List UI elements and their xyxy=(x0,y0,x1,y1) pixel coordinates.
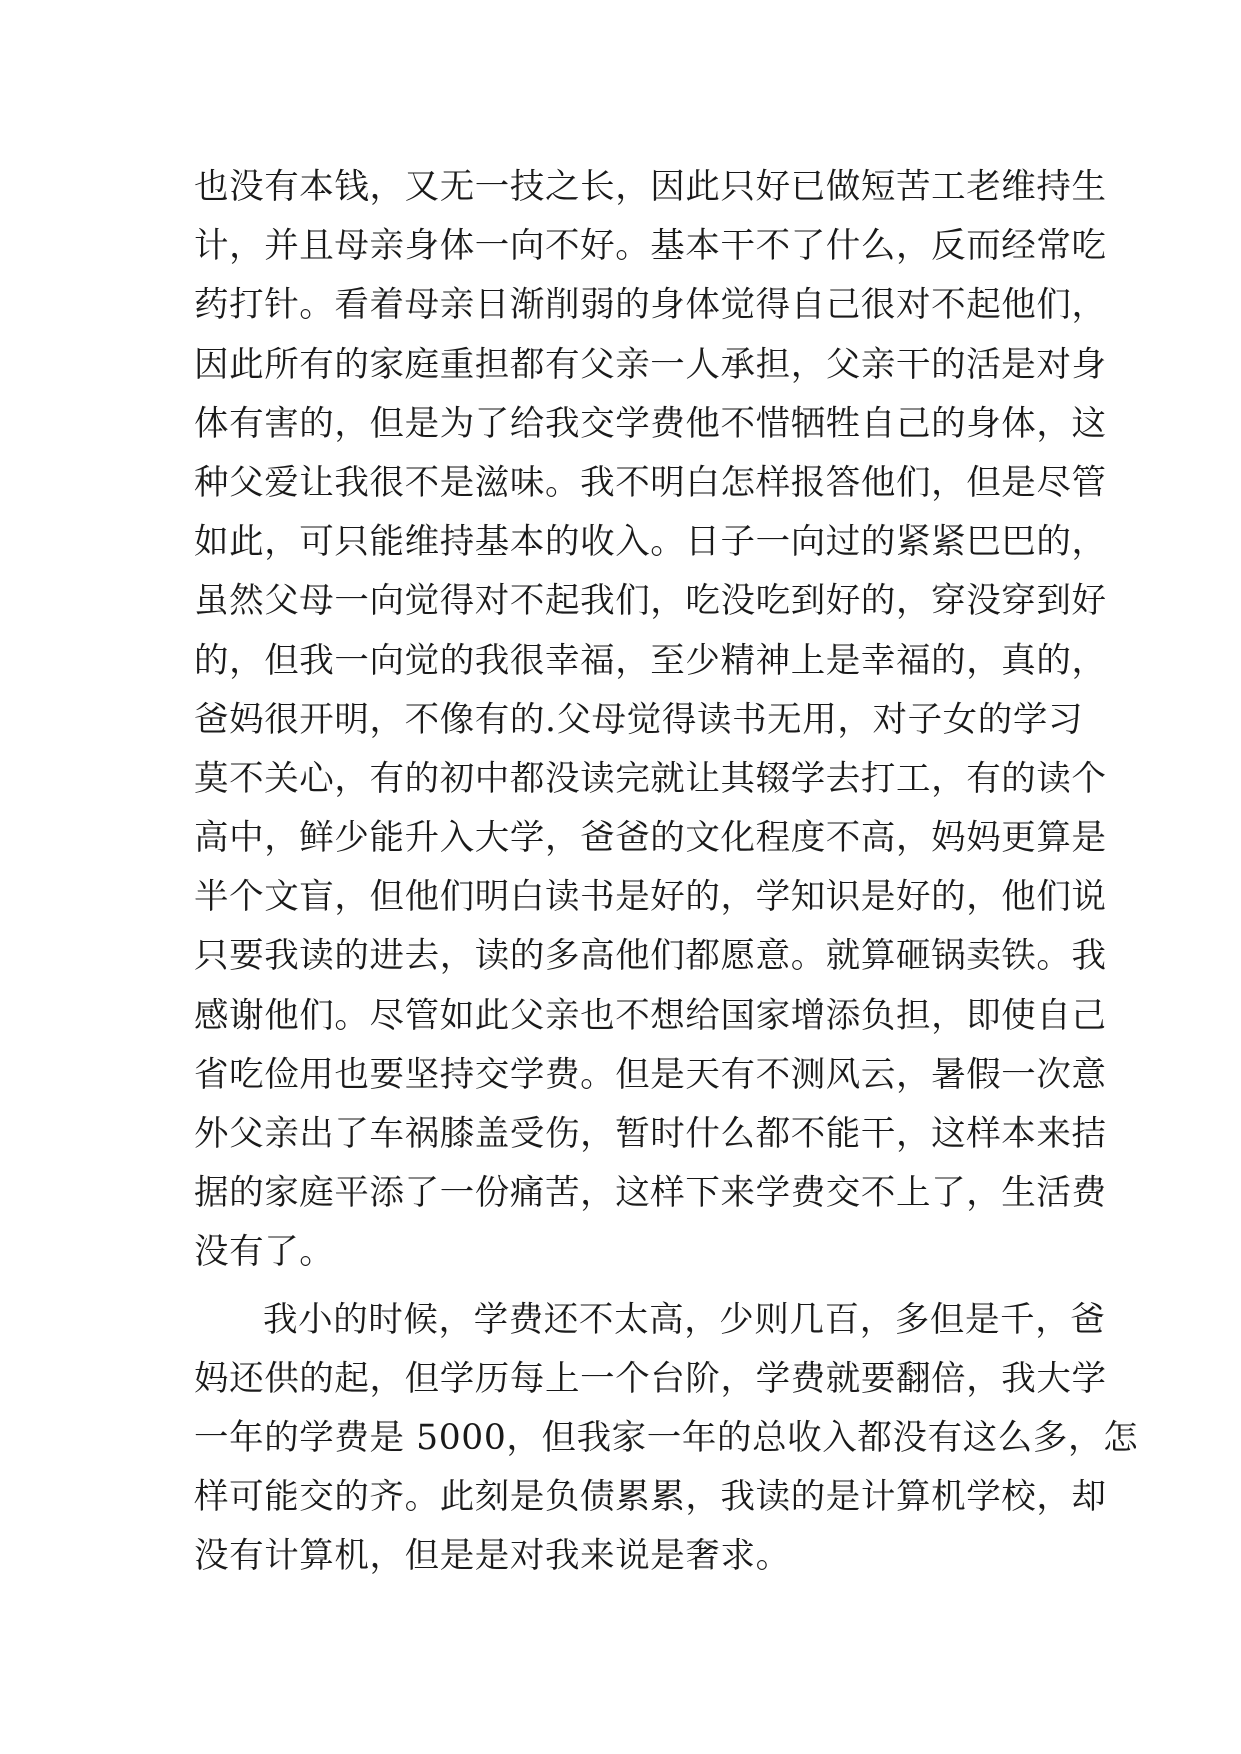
text-line: 因此所有的家庭重担都有父亲一人承担，父亲干的活是对身 xyxy=(194,344,1107,385)
text-line: 高中，鲜少能升入大学，爸爸的文化程度不高，妈妈更算是 xyxy=(194,818,1107,859)
text-line: 样可能交的齐。此刻是负债累累，我读的是计算机学校，却 xyxy=(194,1477,1107,1518)
text-line: 我小的时候，学费还不太高，少则几百，多但是千，爸 xyxy=(263,1299,1106,1340)
paragraph-2 xyxy=(194,1291,1139,1587)
text-line: 体有害的，但是为了给我交学费他不惜牺牲自己的身体，这 xyxy=(194,403,1107,444)
text-line: 省吃俭用也要坚持交学费。但是天有不测风云，暑假一次意 xyxy=(194,1054,1107,1095)
paragraph-1 xyxy=(194,158,1107,1283)
paragraph-spacer xyxy=(194,1283,1074,1291)
text-line: 爸妈很开明，不像有的.父母觉得读书无用，对子女的学习 xyxy=(194,699,1084,740)
text-line: 计，并且母亲身体一向不好。基本干不了什么，反而经常吃 xyxy=(194,226,1107,267)
text-line: 没有了。 xyxy=(194,1232,335,1273)
text-line: 也没有本钱，又无一技之长，因此只好已做短苦工老维持生 xyxy=(194,167,1107,207)
text-line: 莫不关心，有的初中都没读完就让其辍学去打工，有的读个 xyxy=(194,758,1107,799)
text-line: 的，但我一向觉的我很幸福，至少精神上是幸福的，真的， xyxy=(194,640,1107,681)
text-line: 虽然父母一向觉得对不起我们，吃没吃到好的，穿没穿到好 xyxy=(194,581,1107,622)
text-line: 一年的学费是 5000，但我家一年的总收入都没有这么多，怎 xyxy=(194,1417,1139,1458)
text-line: 种父爱让我很不是滋味。我不明白怎样报答他们，但是尽管 xyxy=(194,462,1107,503)
text-line: 妈还供的起，但学历每上一个台阶，学费就要翻倍，我大学 xyxy=(194,1358,1107,1399)
text-line: 据的家庭平添了一份痛苦，这样下来学费交不上了，生活费 xyxy=(194,1173,1107,1214)
text-line: 半个文盲，但他们明白读书是好的，学知识是好的，他们说 xyxy=(194,877,1107,918)
text-line: 外父亲出了车祸膝盖受伤，暂时什么都不能干，这样本来拮 xyxy=(194,1114,1107,1154)
body-text xyxy=(194,158,1139,1587)
text-line: 只要我读的进去，读的多高他们都愿意。就算砸锅卖铁。我 xyxy=(194,936,1107,977)
text-line: 药打针。看着母亲日渐削弱的身体觉得自己很对不起他们， xyxy=(194,285,1107,326)
text-line: 感谢他们。尽管如此父亲也不想给国家增添负担，即使自己 xyxy=(194,995,1107,1036)
text-line: 没有计算机，但是是对我来说是奢求。 xyxy=(194,1536,791,1577)
text-line: 如此，可只能维持基本的收入。日子一向过的紧紧巴巴的， xyxy=(194,522,1107,563)
